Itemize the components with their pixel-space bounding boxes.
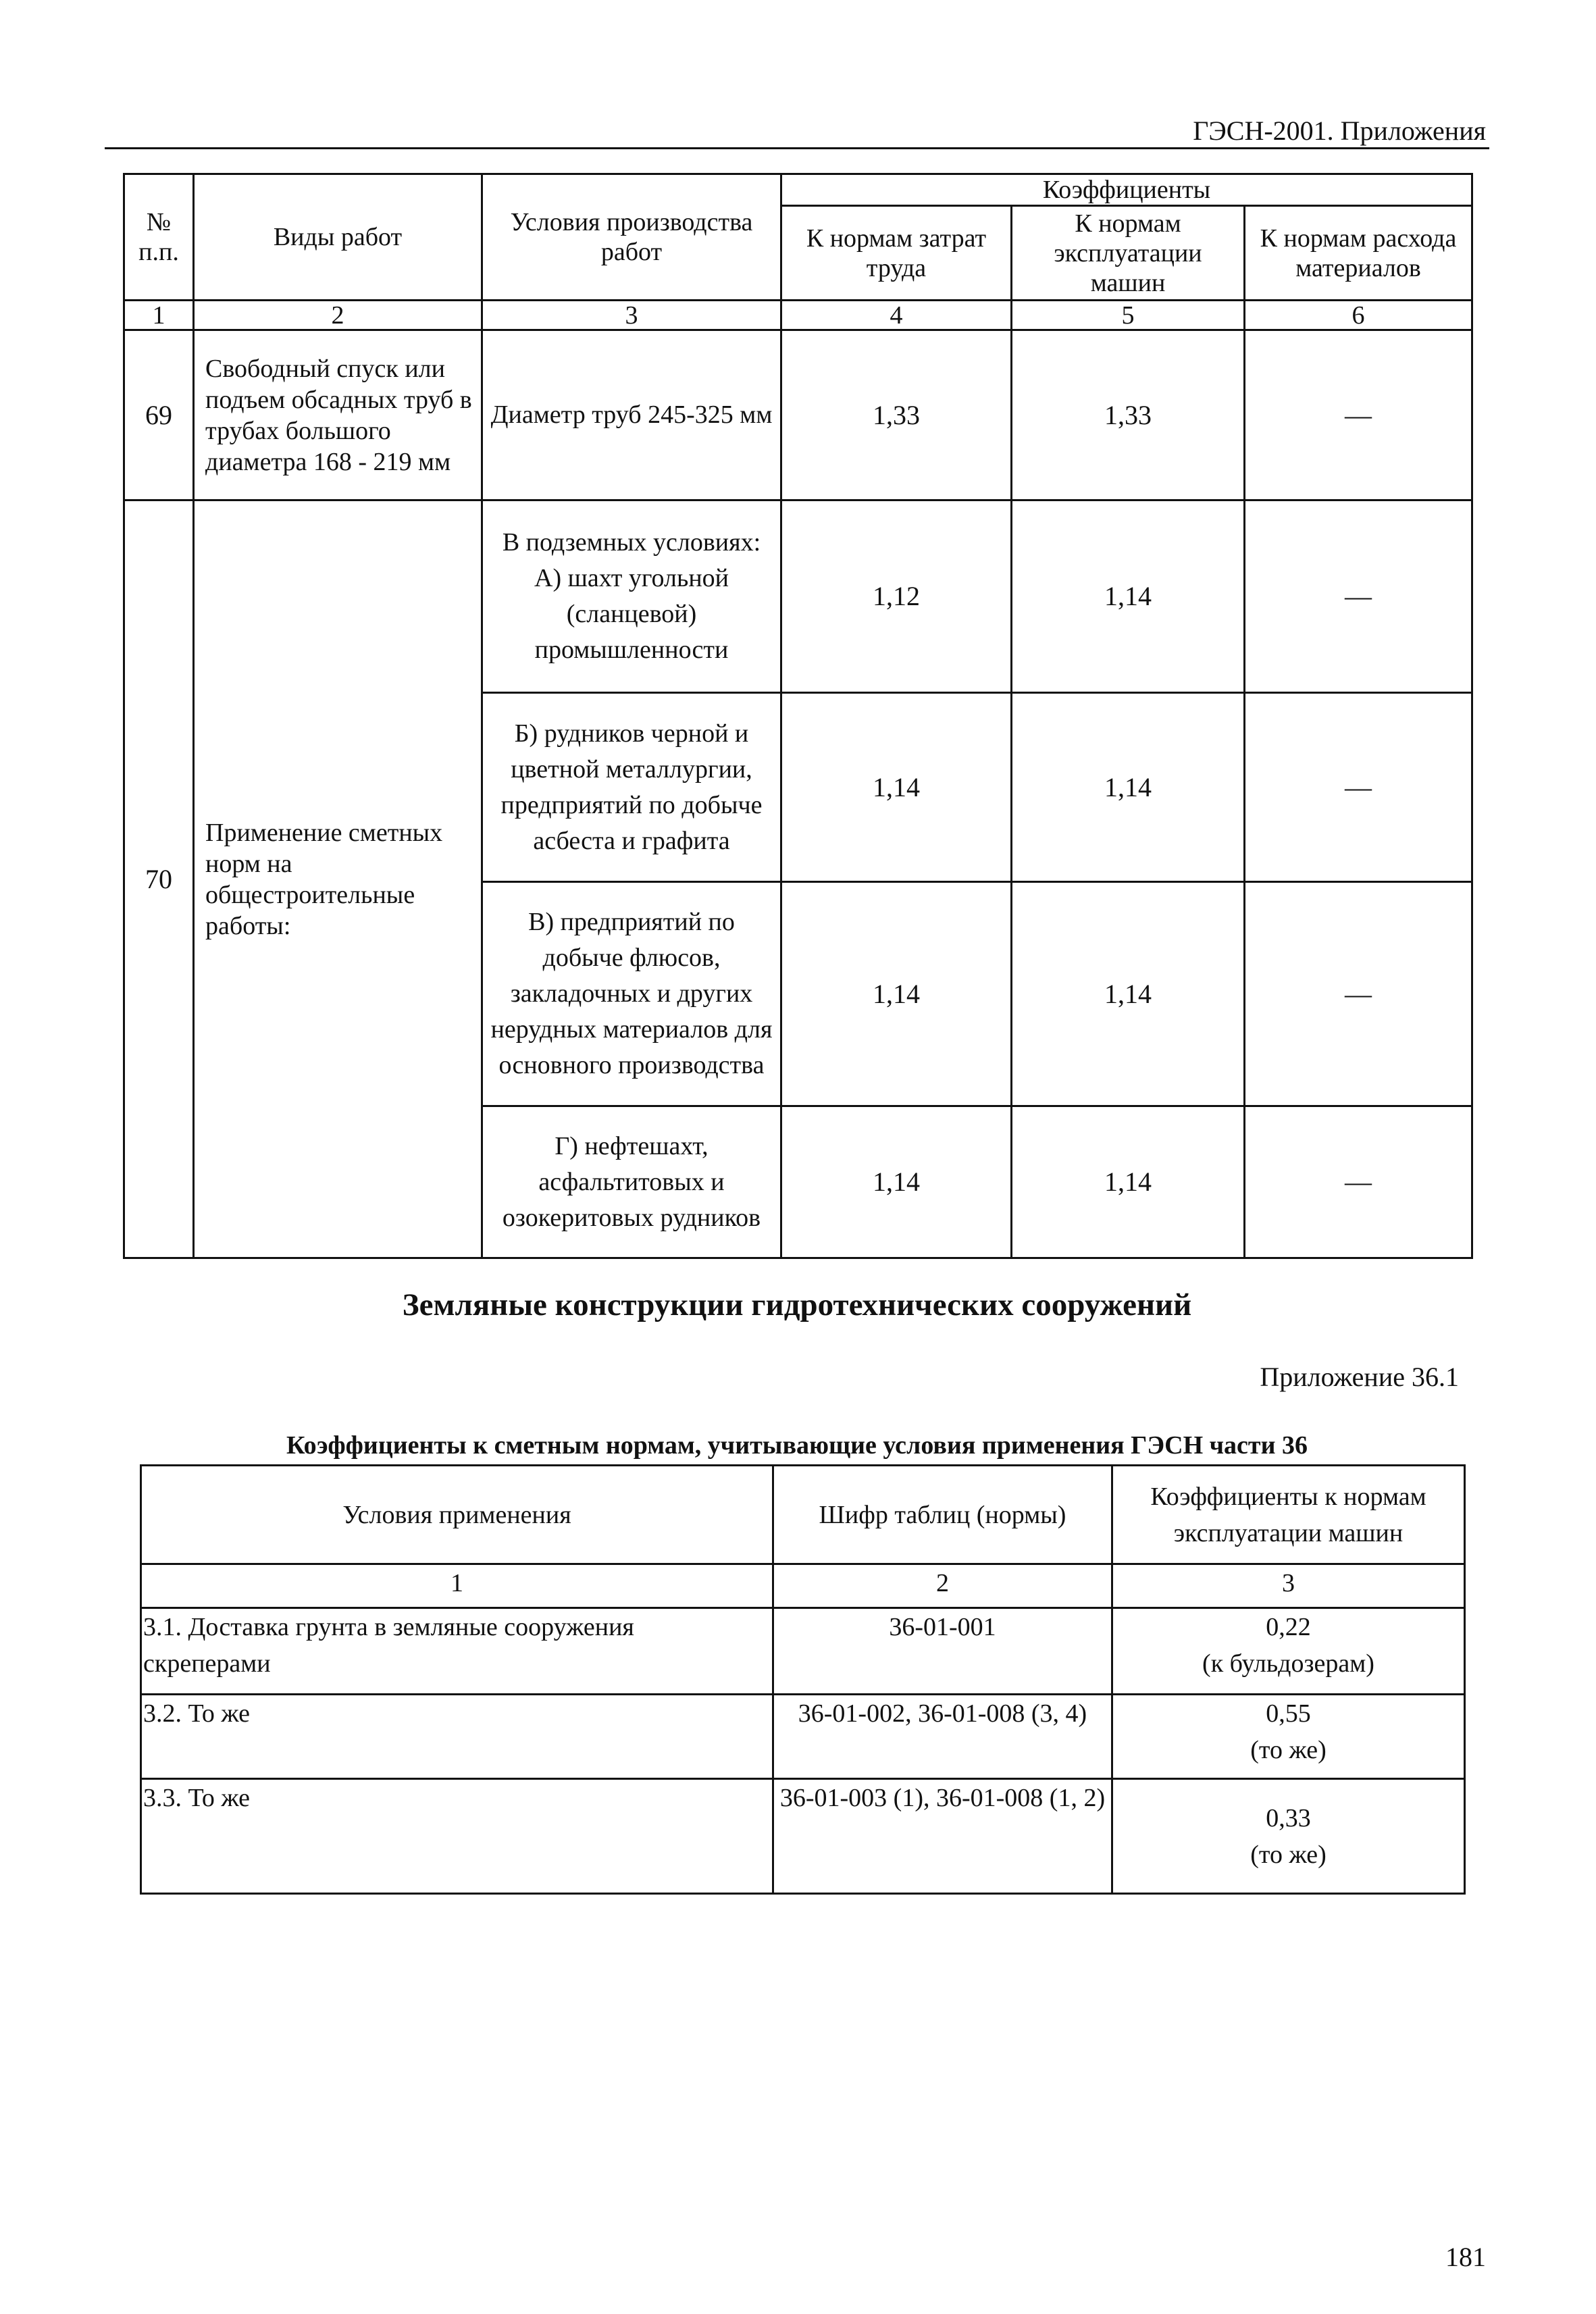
work-kind: Применение сметных норм на общестроительные работы: [194,500,482,1258]
header-conditions: Условия производства работ [482,174,781,301]
work-kind: Свободный спуск или подъем обсадных труб в трубах большого диаметра 168 - 219 мм [194,330,482,500]
machines-coefficient: 1,14 [1012,500,1245,693]
machine-coefficient [1112,1695,1465,1779]
labor-coefficient: 1,12 [781,500,1012,693]
coefficient-note: (к бульдозерам) [1202,1649,1374,1678]
section-title: Земляные конструкции гидротехнических сооружений [402,1287,1192,1322]
machines-coefficient: 1,33 [1012,330,1245,500]
machines-coefficient: 1,14 [1012,693,1245,882]
coefficient-value: 0,22 [1266,1613,1311,1641]
labor-coefficient: 1,14 [781,882,1012,1106]
materials-coefficient: — [1245,500,1472,693]
column-number: 2 [773,1564,1112,1608]
work-condition: В подземных условиях: А) шахт угольной (сланцевой) промышленности [482,500,781,693]
work-condition: В) предприятий по добыче флюсов, закладочных и других нерудных материалов для основного производства [482,882,781,1106]
header-kind: Виды работ [194,174,482,301]
header-coefficients: Коэффициенты [781,174,1472,206]
machines-coefficient: 1,14 [1012,882,1245,1106]
materials-coefficient: — [1245,330,1472,500]
labor-coefficient: 1,14 [781,693,1012,882]
row-number: 69 [124,330,194,500]
norm-code: 36-01-001 [773,1608,1112,1695]
norm-code: 36-01-002, 36-01-008 (3, 4) [773,1695,1112,1779]
machine-coefficient [1112,1779,1465,1894]
work-condition: Г) нефтешахт, асфальтитовых и озокеритовых рудников [482,1106,781,1258]
appendix-label: Приложение 36.1 [1260,1362,1459,1392]
table-caption: Коэффициенты к сметным нормам, учитывающие условия применения ГЭСН части 36 [286,1431,1308,1460]
machine-coefficient [1112,1608,1465,1695]
column-number: 1 [141,1564,773,1608]
work-condition: Б) рудников черной и цветной металлургии, предприятий по добыче асбеста и графита [482,693,781,882]
header-machines: К нормам эксплуатации машин [1012,206,1245,301]
header-labor: К нормам затрат труда [781,206,1012,301]
running-header: ГЭСН-2001. Приложения [1193,115,1486,146]
table-row [141,1779,1465,1894]
header-rule [105,147,1489,149]
column-number: 6 [1245,301,1472,330]
coefficient-note: (то же) [1250,1840,1327,1869]
column-number: 5 [1012,301,1245,330]
table-row [124,500,1472,693]
column-number: 3 [1112,1564,1465,1608]
work-condition: Диаметр труб 245-325 мм [482,330,781,500]
column-number: 2 [194,301,482,330]
application-condition: 3.3. То же [141,1779,773,1894]
labor-coefficient: 1,33 [781,330,1012,500]
coefficient-value: 0,55 [1266,1699,1311,1728]
table-row [141,1695,1465,1779]
header-coef: Коэффициенты к нормам эксплуатации машин [1112,1466,1465,1564]
column-number: 1 [124,301,194,330]
header-code: Шифр таблиц (нормы) [773,1466,1112,1564]
materials-coefficient: — [1245,693,1472,882]
application-condition: 3.2. То же [141,1695,773,1779]
materials-coefficient: — [1245,882,1472,1106]
header-materials: К нормам расхода материалов [1245,206,1472,301]
labor-coefficient: 1,14 [781,1106,1012,1258]
earthworks-coefficients-table [140,1464,1466,1895]
materials-coefficient: — [1245,1106,1472,1258]
table-row [141,1608,1465,1695]
header-conditions: Условия применения [141,1466,773,1564]
machines-coefficient: 1,14 [1012,1106,1245,1258]
coefficients-table [123,173,1473,1259]
table-row [124,330,1472,500]
row-number: 70 [124,500,194,1258]
coefficient-note: (то же) [1250,1736,1327,1764]
application-condition: 3.1. Доставка грунта в земляные сооружения скреперами [141,1608,773,1695]
column-number: 3 [482,301,781,330]
column-number: 4 [781,301,1012,330]
page-number: 181 [1445,2242,1486,2272]
coefficient-value: 0,33 [1266,1803,1311,1832]
header-num: № п.п. [124,174,194,301]
norm-code: 36-01-003 (1), 36-01-008 (1, 2) [773,1779,1112,1894]
